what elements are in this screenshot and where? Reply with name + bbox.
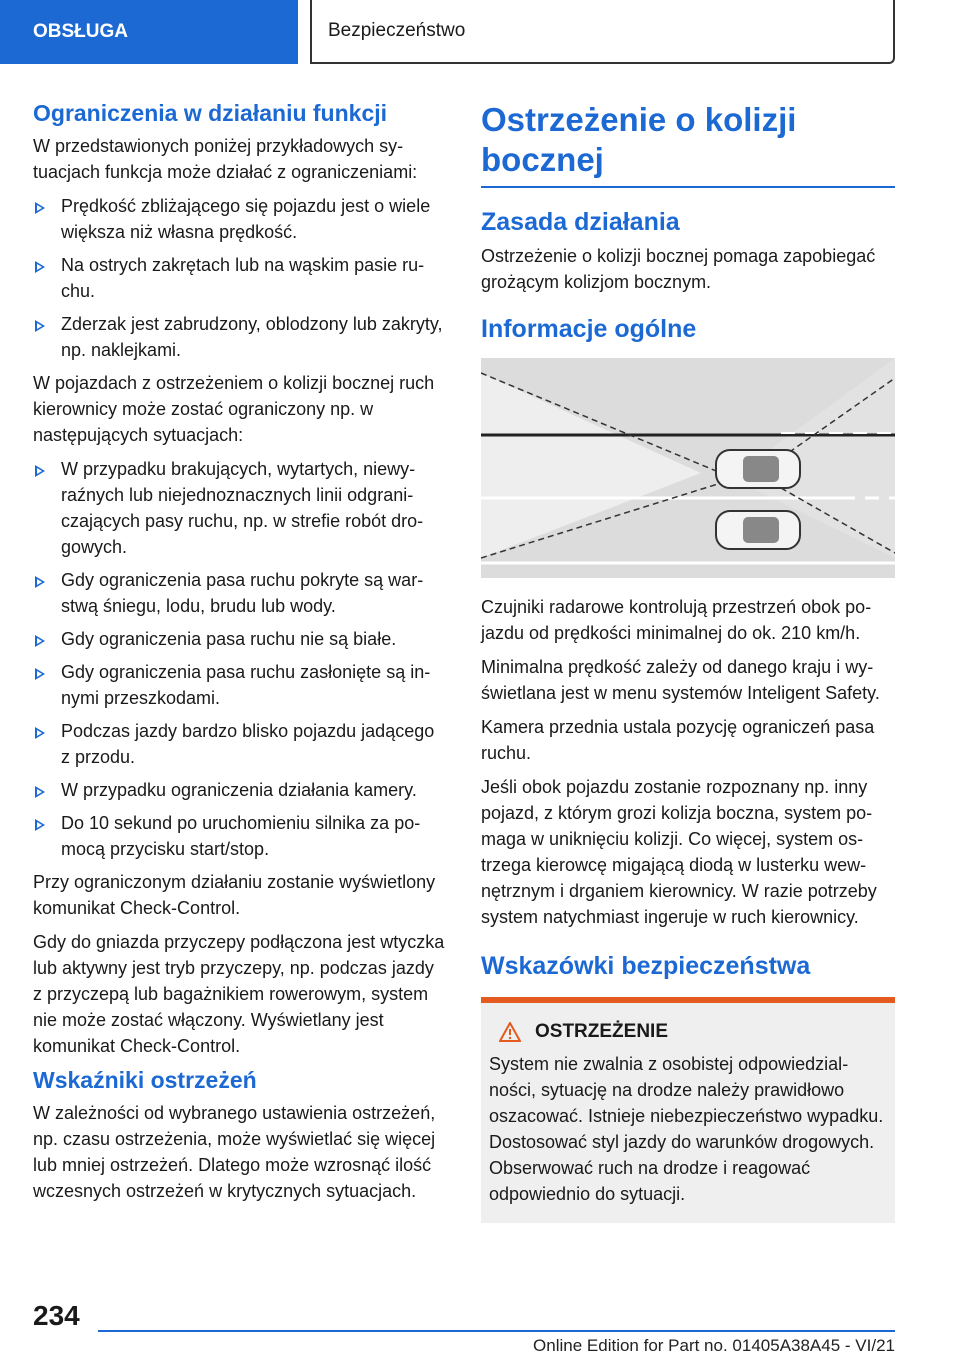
- warning-text: System nie zwalnia z osobistej odpowiedzialności, sytuację na drodze należy prawidłowo oszacować. Istnieje niebezpieczeństwo wypadku. Dostosować styl jazdy do warunków drogowych. Obserwować ruch na drodze i reagować odpowiednio do sytuacji.: [489, 1054, 884, 1204]
- triangle-bullet-icon: [35, 635, 45, 647]
- paragraph-min-speed: Minimalna prędkość zależy od danego kraju i wyświetlana jest w menu systemów Inteligent Safety.: [481, 657, 880, 703]
- list-item-text: Prędkość zbliżającego się pojazdu jest o wiele większa niż własna prędkość.: [61, 196, 431, 242]
- list-item: [33, 252, 447, 304]
- paragraph-steering: W pojazdach z ostrzeżeniem o kolizji bocznej ruch kierownicy może zostać ograniczony np. w następujących sytuacjach:: [33, 373, 435, 445]
- list-item: [33, 626, 447, 652]
- heading-general-info: Informacje ogólne: [481, 315, 697, 343]
- paragraph-trailer: Gdy do gniazda przyczepy podłączona jest wtyczka lub aktywny jest tryb przyczepy, np. podczas jazdy z przyczepą lub bagażnikiem rowerowym, system nie może zostać włączony. Wyświetlany jest komunikat Check-Control.: [33, 932, 445, 1056]
- heading-limitations: Ograniczenia w działaniu funkcji: [33, 100, 388, 126]
- paragraph-detection: Jeśli obok pojazdu zostanie rozpoznany np. inny pojazd, z którym grozi kolizja boczna, system pomaga w uniknięciu kolizji. Co więcej, system ostrzega kierowcę migającą diodą w lusterku wewnętrznym i drganiem kierownicy. W razie potrzeby system natychmiast ingeruje w ruch kierownicy.: [481, 777, 877, 927]
- triangle-bullet-icon: [35, 261, 45, 273]
- triangle-bullet-icon: [35, 668, 45, 680]
- right-column: [481, 100, 895, 1223]
- list-item: [33, 810, 447, 862]
- list-item-text: W przypadku ograniczenia działania kamery.: [61, 780, 417, 800]
- paragraph-indicators: W zależności od wybranego ustawienia ostrzeżeń, np. czasu ostrzeżenia, może wyświetlać się więcej lub mniej ostrzeżeń. Dlatego może wzrosnąć ilość wczesnych ostrzeżeń w krytycznych sytuacjach.: [33, 1103, 436, 1201]
- car-top-icon: [716, 450, 800, 488]
- list-item: [33, 193, 447, 245]
- warning-box: [481, 997, 895, 1223]
- list-item: [33, 659, 447, 711]
- paragraph-intro: W przedstawionych poniżej przykładowych sytuacjach funkcja może działać z ograniczeniami:: [33, 136, 418, 182]
- page-title: Ostrzeżenie o kolizji bocznej: [481, 101, 797, 178]
- warning-header: [489, 1021, 887, 1043]
- triangle-bullet-icon: [35, 727, 45, 739]
- triangle-bullet-icon: [35, 819, 45, 831]
- list-item: [33, 311, 447, 363]
- paragraph-radar: Czujniki radarowe kontrolują przestrzeń obok pojazdu od prędkości minimalnej do ok. 210 km/h.: [481, 597, 872, 643]
- paragraph-camera: Kamera przednia ustala pozycję ograniczeń pasa ruchu.: [481, 717, 875, 763]
- list-item: [33, 456, 447, 560]
- heading-safety: Wskazówki bezpieczeństwa: [481, 952, 811, 980]
- list-item-text: Podczas jazdy bardzo blisko pojazdu jadącego z przodu.: [61, 721, 435, 767]
- list-item-text: Gdy ograniczenia pasa ruchu pokryte są warstwą śniegu, lodu, brudu lub wody.: [61, 570, 424, 616]
- warning-triangle-icon: [499, 1022, 521, 1042]
- section-title: Bezpieczeństwo: [310, 0, 895, 64]
- list-item-text: Gdy ograniczenia pasa ruchu nie są białe.: [61, 629, 397, 649]
- list-item-text: W przypadku brakujących, wytartych, niewyraźnych lub niejednoznacznych linii odgraniczających pasy ruchu, np. w strefie robót drogowych.: [61, 459, 424, 557]
- triangle-bullet-icon: [35, 576, 45, 588]
- footer-rule: [98, 1330, 895, 1332]
- paragraph-check-control: Przy ograniczonym działaniu zostanie wyświetlony komunikat Check-Control.: [33, 872, 436, 918]
- list-item: [33, 567, 447, 619]
- list-item-text: Do 10 sekund po uruchomieniu silnika za pomocą przycisku start/stop.: [61, 813, 421, 859]
- list-item-text: Gdy ograniczenia pasa ruchu zasłonięte są innymi przeszkodami.: [61, 662, 431, 708]
- page-number: 234: [33, 1300, 80, 1331]
- paragraph-principle: Ostrzeżenie o kolizji bocznej pomaga zapobiegać grożącym kolizjom bocznym.: [481, 246, 876, 292]
- heading-principle: Zasada działania: [481, 208, 680, 236]
- car-side-icon: [716, 511, 800, 549]
- heading-warning-indicators: Wskaźniki ostrzeżeń: [33, 1067, 257, 1093]
- list-limitations: [33, 193, 447, 363]
- triangle-bullet-icon: [35, 465, 45, 477]
- warning-label: OSTRZEŻENIE: [535, 1021, 669, 1042]
- road-diagram: [481, 358, 895, 578]
- triangle-bullet-icon: [35, 786, 45, 798]
- left-column: [33, 100, 447, 1212]
- list-item: [33, 718, 447, 770]
- list-item-text: Na ostrych zakrętach lub na wąskim pasie ruchu.: [61, 255, 425, 301]
- triangle-bullet-icon: [35, 320, 45, 332]
- side-collision-illustration: [481, 358, 895, 578]
- list-item: [33, 777, 447, 803]
- list-steering: [33, 456, 447, 862]
- title-rule: [481, 186, 895, 188]
- chapter-tab: OBSŁUGA: [0, 0, 298, 64]
- list-item-text: Zderzak jest zabrudzony, oblodzony lub zakryty, np. naklejkami.: [61, 314, 443, 360]
- footer-edition: Online Edition for Part no. 01405A38A45 - VI/21: [533, 1336, 895, 1355]
- triangle-bullet-icon: [35, 202, 45, 214]
